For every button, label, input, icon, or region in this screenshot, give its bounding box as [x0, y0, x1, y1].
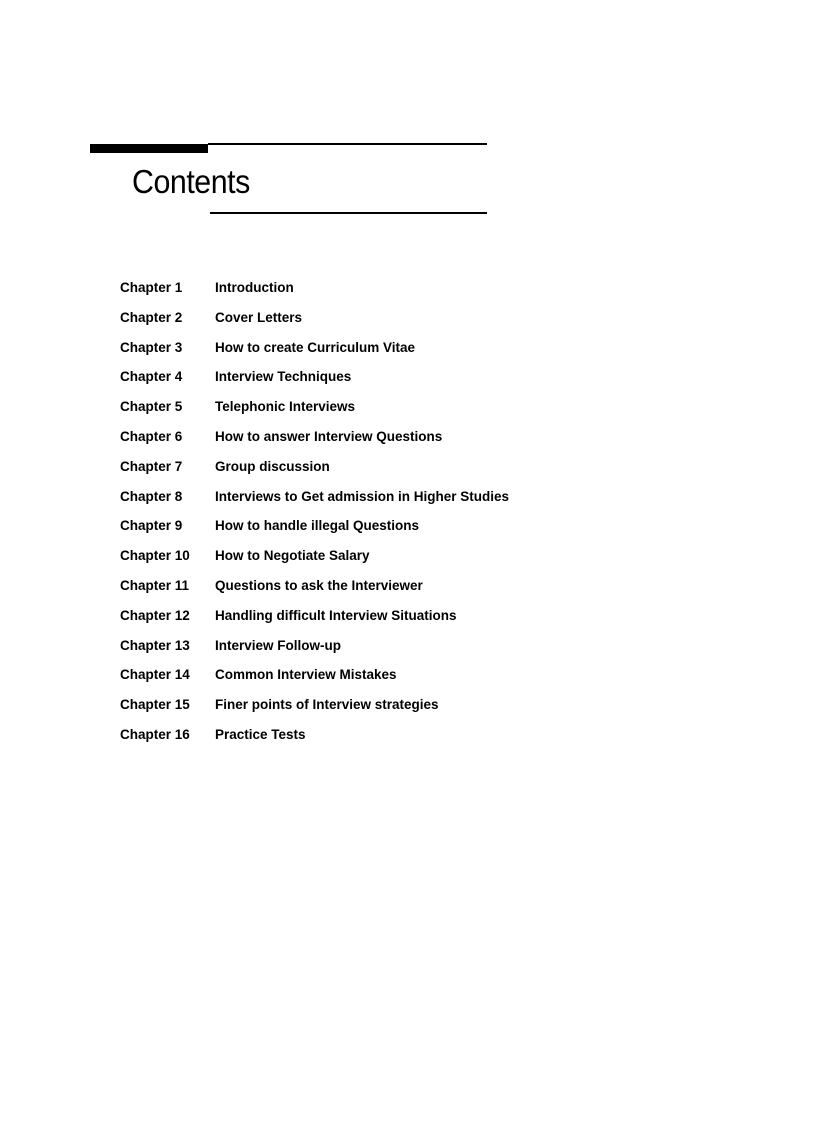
chapter-number: Chapter 1	[120, 280, 183, 295]
chapter-title: Questions to ask the Interviewer	[215, 577, 423, 593]
chapter-number: Chapter 5	[120, 399, 183, 415]
header-thin-rule-bottom	[210, 212, 487, 214]
chapter-title: Handling difficult Interview Situations	[215, 607, 457, 623]
chapter-number: Chapter 3	[120, 339, 183, 355]
chapter-number: Chapter 8	[120, 488, 183, 504]
chapter-title: Group discussion	[215, 458, 330, 474]
chapter-number: Chapter 10	[120, 548, 190, 564]
chapter-number: Chapter 13	[120, 637, 190, 653]
chapter-number: Chapter 4	[120, 369, 183, 385]
chapter-title: Common Interview Mistakes	[215, 667, 397, 683]
toc-entry	[120, 398, 509, 428]
chapter-number: Chapter 2	[120, 309, 183, 325]
toc-entry	[120, 309, 509, 339]
toc-entry	[120, 637, 509, 667]
chapter-number: Chapter 16	[120, 726, 190, 742]
header-thin-rule-top	[208, 143, 487, 145]
chapter-number: Chapter 9	[120, 518, 183, 534]
chapter-title: Cover Letters	[215, 309, 303, 325]
chapter-number: Chapter 7	[120, 458, 183, 474]
chapter-title: Telephonic Interviews	[215, 399, 356, 415]
toc-entry	[120, 666, 509, 696]
toc-entry	[120, 726, 509, 756]
toc-entry	[120, 368, 509, 398]
chapter-number: Chapter 12	[120, 607, 190, 623]
chapter-number: Chapter 15	[120, 697, 190, 713]
chapter-title: Interview Techniques	[215, 369, 352, 385]
toc-entry	[120, 517, 509, 547]
chapter-number: Chapter 11	[120, 577, 190, 593]
chapter-title: How to Negotiate Salary	[215, 548, 370, 564]
chapter-number: Chapter 14	[120, 667, 190, 683]
toc-entry	[120, 696, 509, 726]
chapter-title: Interviews to Get admission in Higher Studies	[215, 488, 510, 504]
chapter-title: How to handle illegal Questions	[215, 518, 420, 534]
chapter-title: Interview Follow-up	[215, 637, 342, 653]
toc-entry	[120, 577, 509, 607]
chapter-title: How to answer Interview Questions	[215, 428, 443, 444]
header-thick-rule	[90, 144, 208, 153]
page-title: Contents	[132, 163, 250, 200]
toc-entry	[120, 458, 509, 488]
table-of-contents	[120, 279, 509, 756]
toc-entry	[120, 607, 509, 637]
chapter-number: Chapter 6	[120, 428, 183, 444]
chapter-title: How to create Curriculum Vitae	[215, 339, 416, 355]
chapter-title: Finer points of Interview strategies	[215, 697, 439, 713]
toc-entry	[120, 339, 509, 369]
chapter-title: Introduction	[215, 280, 294, 295]
toc-entry	[120, 547, 509, 577]
toc-entry	[120, 488, 509, 518]
chapter-title: Practice Tests	[215, 726, 306, 742]
toc-entry	[120, 428, 509, 458]
toc-entry	[120, 279, 509, 309]
